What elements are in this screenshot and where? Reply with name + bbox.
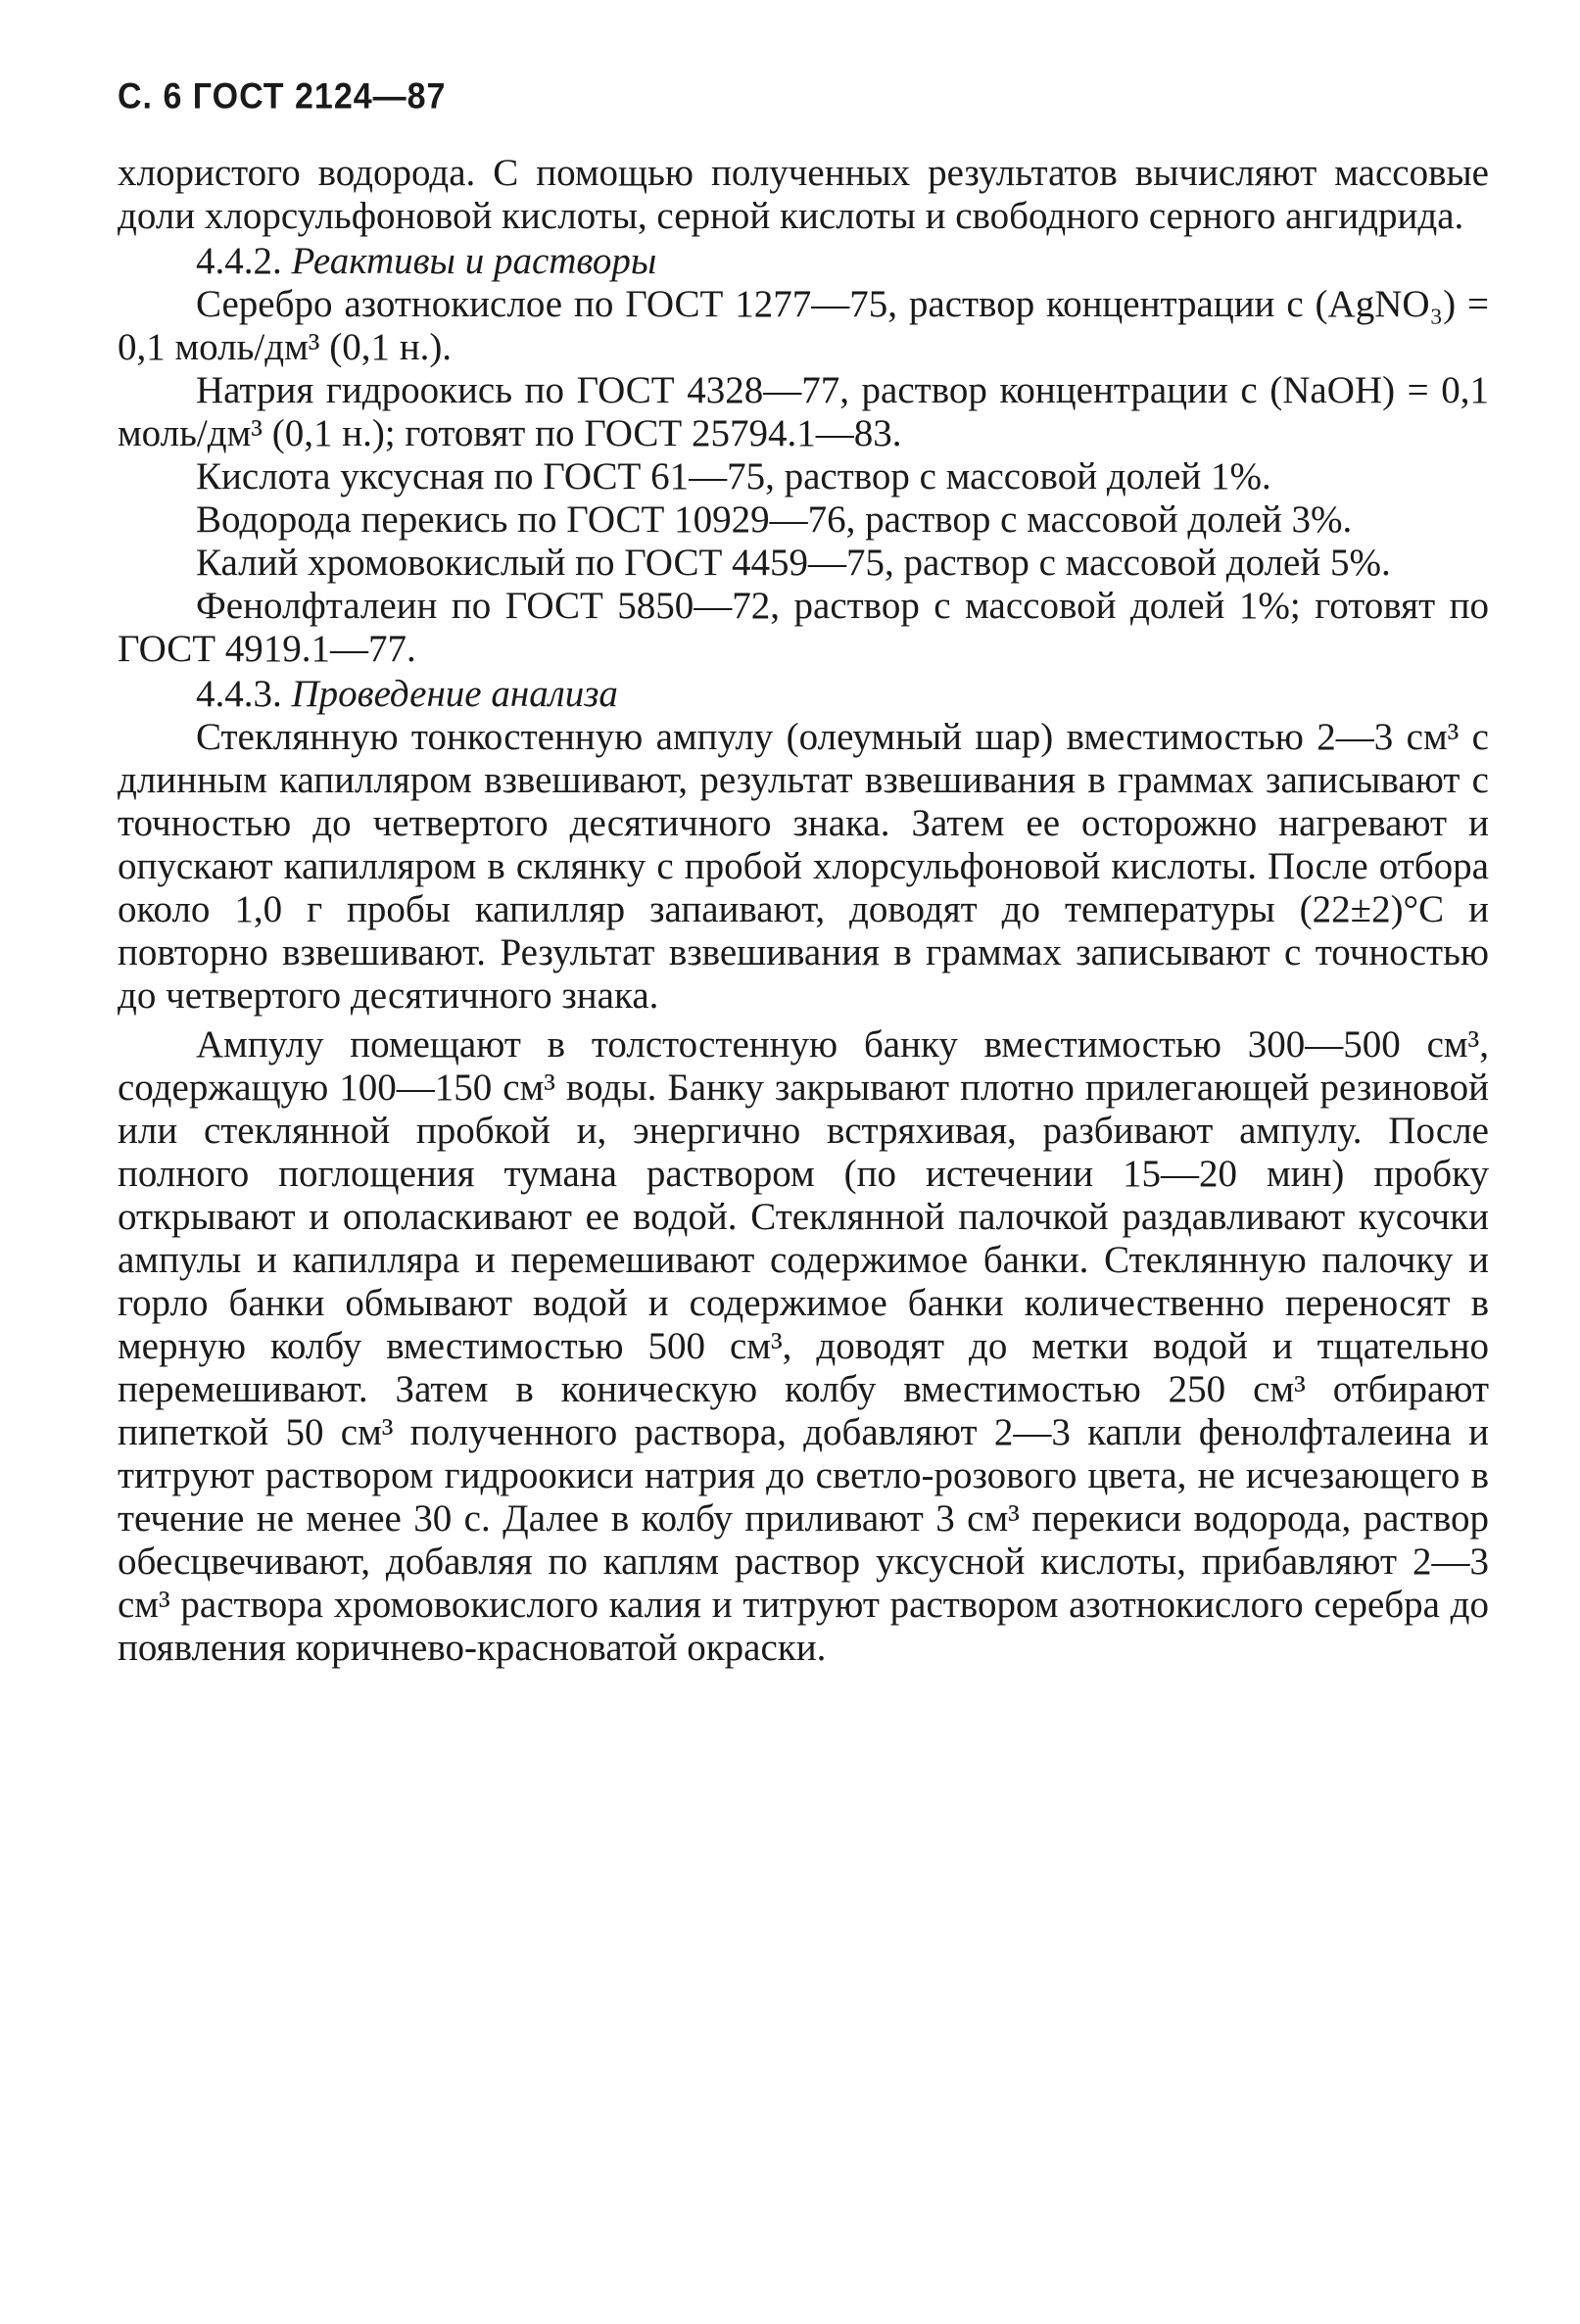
page-header: С. 6 ГОСТ 2124—87 xyxy=(118,76,447,118)
reagent-silver-nitrate: Серебро азотнокислое по ГОСТ 1277—75, раствор концентрации c (AgNO₃) = 0,1 моль/дм³ (0,1 н.). xyxy=(118,283,1489,368)
reagent-hydrogen-peroxide: Водорода перекись по ГОСТ 10929—76, раствор с массовой долей 3%. xyxy=(196,498,1353,541)
reagent-sodium-hydroxide: Натрия гидроокись по ГОСТ 4328—77, раствор концентрации c (NaOH) = 0,1 моль/дм³ (0,1 н.); готовят по ГОСТ 25794.1—83. xyxy=(118,369,1489,454)
analysis-paragraph-2: Ампулу помещают в толстостенную банку вместимостью 300—500 см³, содержащую 100—150 см³ воды. Банку закрывают плотно прилегающей резиновой или стеклянной пробкой и, энергично встряхивая, разбивают ампулу. После полного поглощения тумана раствором (по истечении 15—20 мин) пробку открывают и ополаскивают ее водой. Стеклянной палочкой раздавливают кусочки ампулы и капилляра и перемешивают содержимое банки. Стеклянную палочку и горло банки обмывают водой и содержимое банки количественно переносят в мерную колбу вместимостью 500 см³, доводят до метки водой и тщательно перемешивают. Затем в коническую колбу вместимостью 250 см³ отбирают пипеткой 50 см³ полученного раствора, добавляют 2—3 капли фенолфталеина и титруют раствором гидроокиси натрия до светло-розового цвета, не исчезающего в течение не менее 30 с. Далее в колбу приливают 3 см³ перекиси водорода, раствор обесцвечивают, добавляя по каплям раствор уксусной кислоты, прибавляют 2—3 см³ раствора хромовокислого калия и титруют раствором азотнокислого серебра до появления коричнево-красноватой окраски. xyxy=(118,1023,1489,1669)
section-number-reagents: 4.4.2. xyxy=(196,240,282,282)
reagent-phenolphthalein: Фенолфталеин по ГОСТ 5850—72, раствор с массовой долей 1%; готовят по ГОСТ 4919.1—77. xyxy=(118,585,1489,670)
section-title-reagents: Реактивы и растворы xyxy=(291,240,657,282)
reagent-potassium-chromate: Калий хромовокислый по ГОСТ 4459—75, раствор с массовой долей 5%. xyxy=(196,542,1391,584)
section-heading-analysis xyxy=(118,673,1489,716)
reagent-acetic-acid: Кислота уксусная по ГОСТ 61—75, раствор с массовой долей 1%. xyxy=(196,455,1271,498)
section-title-analysis: Проведение анализа xyxy=(291,673,618,715)
document-page xyxy=(118,73,1489,1670)
paragraph-intro: хлористого водорода. С помощью полученных результатов вычисляют массовые доли хлорсульфоновой кислоты, серной кислоты и свободного серного ангидрида. xyxy=(118,152,1489,237)
section-heading-reagents xyxy=(118,240,1489,283)
analysis-paragraph-1: Стеклянную тонкостенную ампулу (олеумный шар) вместимостью 2—3 см³ с длинным капилляром взвешивают, результат взвешивания в граммах записывают с точностью до четвертого десятичного знака. Затем ее осторожно нагревают и опускают капилляром в склянку с пробой хлорсульфоновой кислоты. После отбора около 1,0 г пробы капилляр запаивают, доводят до температуры (22±2)°С и повторно взвешивают. Результат взвешивания в граммах записывают с точностью до четвертого десятичного знака. xyxy=(118,716,1489,1017)
section-number-analysis: 4.4.3. xyxy=(196,673,282,715)
